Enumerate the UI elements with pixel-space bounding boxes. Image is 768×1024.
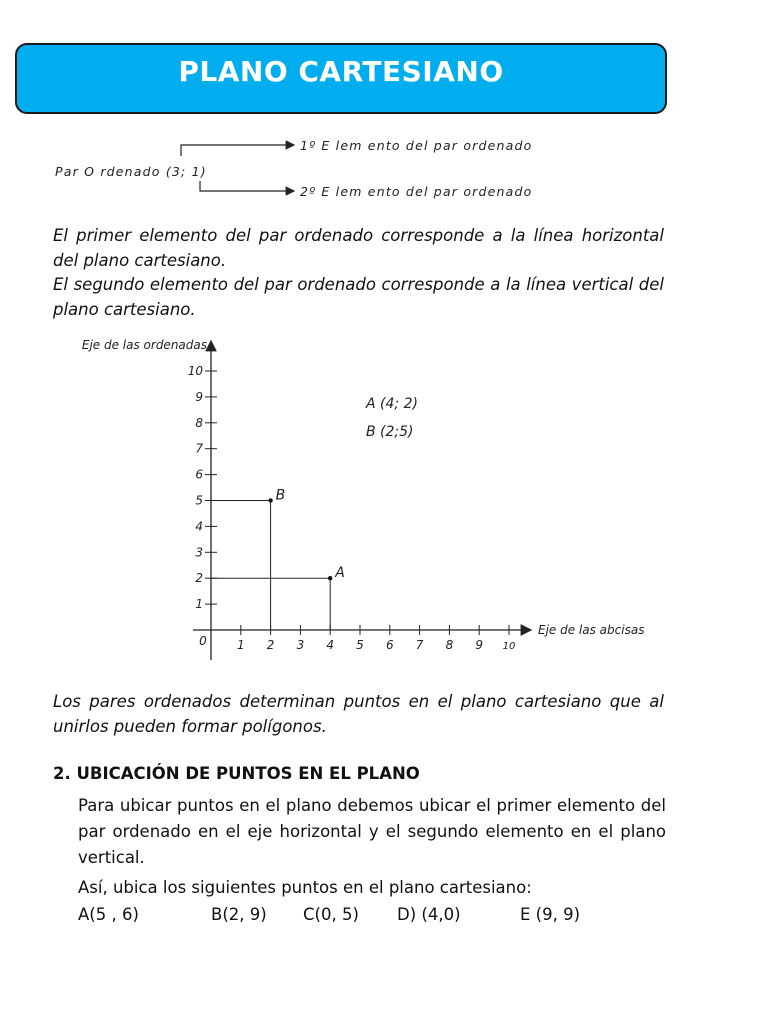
second-element-arrow [200, 181, 294, 191]
y-tick-label: 6 [195, 467, 203, 482]
x-tick-label: 10 [502, 641, 516, 652]
x-tick-label: 7 [415, 638, 424, 652]
x-tick-label: 3 [296, 638, 305, 652]
y-tick-label: 4 [195, 519, 203, 534]
section-paragraph-2: Así, ubica los siguientes puntos en el plano cartesiano: [78, 878, 532, 897]
second-element-label: 2º E lem ento del par ordenado [300, 184, 533, 199]
ordered-pair-label: Par O rdenado (3; 1) [55, 164, 207, 179]
y-tick-label: 5 [195, 493, 203, 508]
page-title: PLANO CARTESIANO [178, 55, 504, 88]
projection-line-b [211, 501, 271, 631]
section-paragraph-1: Para ubicar puntos en el plano debemos ubicar el primer elemento del par ordenado en el eje horizontal y el segundo elemento en el plano vertical. [78, 796, 666, 867]
x-tick-label: 2 [266, 638, 275, 652]
x-tick-label: 8 [445, 638, 454, 652]
y-axis-title: Eje de las ordenadas [81, 338, 207, 352]
x-tick-label: 1 [236, 638, 245, 652]
first-element-label: 1º E lem ento del par ordenado [300, 138, 533, 153]
chart-annotation: B (2;5) [366, 424, 414, 440]
chart-annotation: A (4; 2) [366, 396, 418, 412]
point-item: A(5 , 6) [78, 905, 139, 924]
point-label-a: A [335, 565, 345, 582]
intro-paragraph-2: El segundo elemento del par ordenado corresponde a la línea vertical del plano cartesiano. [53, 275, 664, 319]
x-tick-label: 4 [326, 638, 335, 652]
point-label-b: B [275, 487, 286, 504]
first-element-arrow [181, 145, 294, 156]
y-tick-label: 10 [187, 364, 203, 378]
point-item: B(2, 9) [211, 905, 267, 924]
cartesian-plane-chart [0, 335, 768, 675]
x-tick-label: 6 [385, 638, 394, 652]
point-item: D) (4,0) [397, 905, 461, 924]
x-tick-label: 9 [475, 638, 484, 652]
section-body [78, 793, 666, 901]
point-b [268, 498, 272, 502]
polygons-note-text: Los pares ordenados determinan puntos en el plano cartesiano que al unirlos pueden formar polígonos. [53, 692, 664, 736]
origin-label: 0 [199, 634, 207, 648]
y-tick-label: 2 [195, 571, 203, 586]
point-item: C(0, 5) [303, 905, 359, 924]
y-tick-label: 8 [195, 415, 203, 430]
y-tick-label: 1 [195, 597, 203, 612]
ordered-pair-diagram [0, 130, 768, 210]
x-axis-title: Eje de las abcisas [538, 623, 645, 637]
point-a [328, 576, 332, 580]
intro-paragraph-1: El primer elemento del par ordenado corresponde a la línea horizontal del plano cartesiano. [53, 226, 664, 270]
intro-text [53, 224, 664, 322]
point-item: E (9, 9) [520, 905, 581, 924]
y-tick-label: 7 [195, 441, 203, 456]
section-heading: 2. UBICACIÓN DE PUNTOS EN EL PLANO [53, 764, 420, 783]
y-tick-label: 3 [195, 545, 203, 560]
y-tick-label: 9 [195, 389, 203, 404]
polygons-note [53, 690, 664, 739]
title-banner [15, 43, 667, 114]
x-tick-label: 5 [356, 638, 364, 652]
